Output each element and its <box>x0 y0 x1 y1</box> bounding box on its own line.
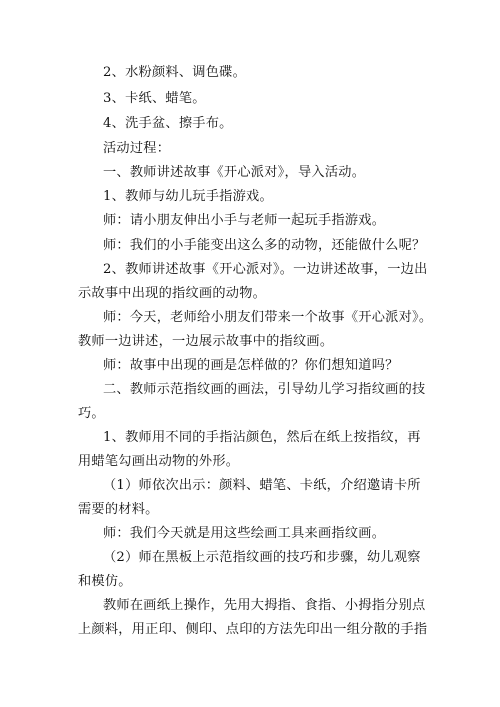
text-line-step-two-cont: 巧。 <box>78 406 105 421</box>
text-line-fingerprint-method: 1、教师用不同的手指沾颜色，然后在纸上按指纹，再 <box>103 430 421 445</box>
text-line-materials-cardstock: 3、卡纸、蜡笔。 <box>103 91 206 106</box>
text-line-fingerprint-cont: 用蜡笔勾画出动物的外形。 <box>78 454 240 469</box>
text-line-step-two: 二、教师示范指纹画的画法，引导幼儿学习指纹画的技 <box>103 382 426 397</box>
text-line-story-telling: 2、教师讲述故事《开心派对》。一边讲述故事，一边出 <box>103 262 428 277</box>
text-line-teacher-tools: 师：我们今天就是用这些绘画工具来画指纹画。 <box>103 526 386 541</box>
text-line-teacher-story-cont: 教师一边讲述，一边展示故事中的指纹画。 <box>78 334 334 349</box>
text-line-teacher-ask: 师：故事中出现的画是怎样做的？你们想知道吗？ <box>103 358 399 373</box>
text-line-story-telling-cont: 示故事中出现的指纹画的动物。 <box>78 286 267 301</box>
text-line-teacher-speech: 师：请小朋友伸出小手与老师一起玩手指游戏。 <box>103 213 386 228</box>
text-line-sub-step-two-cont: 和模仿。 <box>78 574 132 589</box>
text-line-materials-paint: 2、水粉颜料、调色碟。 <box>103 65 247 80</box>
text-line-teacher-operation: 教师在画纸上操作，先用大拇指、食指、小拇指分别点 <box>103 598 426 613</box>
text-line-finger-game: 1、教师与幼儿玩手指游戏。 <box>103 189 273 204</box>
section-heading-process: 活动过程： <box>103 141 171 156</box>
text-line-sub-step-one: （1）师依次出示：颜料、蜡笔、卡纸，介绍邀请卡所 <box>103 478 421 493</box>
text-line-teacher-story-intro: 师：今天，老师给小朋友们带来一个故事《开心派对》。 <box>103 310 433 325</box>
text-line-teacher-operation-cont: 上颜料，用正印、侧印、点印的方法先印出一组分散的手指 <box>78 622 428 637</box>
text-line-teacher-question: 师：我们的小手能变出这么多的动物，还能做什么呢？ <box>103 238 426 253</box>
text-line-sub-step-two: （2）师在黑板上示范指纹画的技巧和步骤，幼儿观察 <box>103 550 421 565</box>
text-line-sub-step-one-cont: 需要的材料。 <box>78 502 159 517</box>
text-line-step-one: 一、教师讲述故事《开心派对》，导入活动。 <box>103 165 366 180</box>
text-line-materials-basin: 4、洗手盆、擦手布。 <box>103 116 233 131</box>
